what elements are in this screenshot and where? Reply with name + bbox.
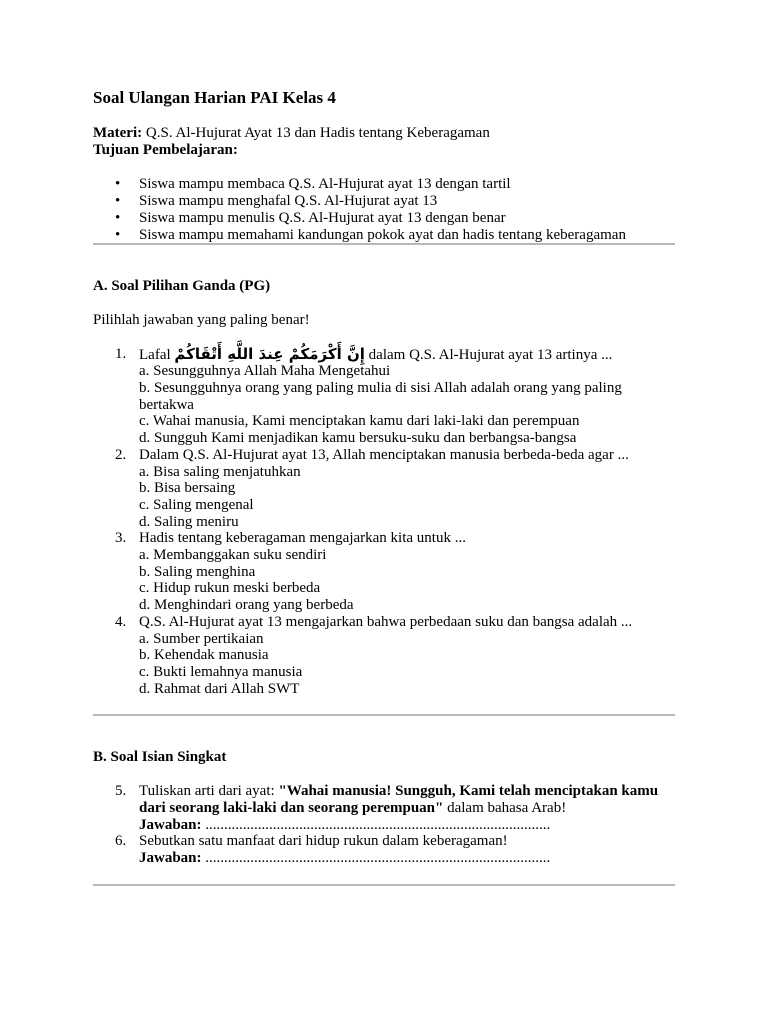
- answer-option: c. Bukti lemahnya manusia: [139, 663, 303, 680]
- question-item: [115, 613, 675, 698]
- answer-option: d. Sungguh Kami menjadikan kamu bersuku-suku dan berbangsa-bangsa: [139, 430, 577, 447]
- list-item: • Siswa mampu memahami kandungan pokok ayat dan hadis tentang keberagaman: [139, 227, 675, 244]
- question-text: Lafal إِنَّ أَكْرَمَكُمْ عِندَ اللَّهِ أَتْقَاكُمْ dalam Q.S. Al-Hujurat ayat 13 artinya ...: [139, 344, 613, 363]
- answer-option: c. Wahai manusia, Kami menciptakan kamu dari laki-laki dan perempuan: [139, 413, 580, 430]
- answer-options: [139, 631, 675, 698]
- question-text: Dalam Q.S. Al-Hujurat ayat 13, Allah menciptakan manusia berbeda-beda agar ...: [139, 446, 629, 463]
- question-number: 4.: [115, 613, 127, 630]
- answer-option: c. Hidup rukun meski berbeda: [139, 580, 321, 597]
- answer-option: d. Saling meniru: [139, 513, 239, 530]
- question-number: 1.: [115, 345, 127, 362]
- question-number: 2.: [115, 446, 127, 463]
- question-text: Hadis tentang keberagaman mengajarkan kita untuk ...: [139, 530, 466, 547]
- question-item: [115, 530, 675, 614]
- tujuan-label: Tujuan Pembelajaran:: [93, 141, 238, 158]
- quoted-verse-meaning: "Wahai manusia! Sungguh, Kami telah menciptakan kamu dari seorang laki-laki dan seorang perempuan": [139, 783, 659, 816]
- arabic-verse: إِنَّ أَكْرَمَكُمْ عِندَ اللَّهِ أَتْقَاكُمْ: [174, 344, 365, 363]
- question-item: [115, 344, 675, 447]
- question-item: [115, 446, 675, 531]
- answer-label: Jawaban:: [139, 849, 202, 866]
- list-item: • Siswa mampu menghafal Q.S. Al-Hujurat ayat 13: [139, 193, 675, 210]
- answer-option: d. Menghindari orang yang berbeda: [139, 597, 354, 614]
- short-answer-list: [93, 783, 675, 867]
- answer-option: b. Saling menghina: [139, 563, 256, 580]
- answer-option: b. Bisa bersaing: [139, 480, 236, 497]
- answer-option: a. Bisa saling menjatuhkan: [139, 463, 301, 480]
- question-number: 3.: [115, 530, 127, 547]
- section-a-instruction: Pilihlah jawaban yang paling benar!: [93, 311, 310, 328]
- answer-option: d. Rahmat dari Allah SWT: [139, 680, 300, 697]
- multiple-choice-list: [93, 346, 675, 698]
- answer-options: [139, 464, 675, 531]
- materi-line: [93, 125, 675, 142]
- section-b-title: B. Soal Isian Singkat: [93, 749, 227, 766]
- section-divider: [93, 714, 675, 716]
- answer-line: [139, 817, 675, 834]
- answer-option: b. Sesungguhnya orang yang paling mulia di sisi Allah adalah orang yang paling bertakwa: [139, 380, 622, 413]
- answer-blank: ............................................................................................: [205, 816, 551, 833]
- answer-option: b. Kehendak manusia: [139, 647, 269, 664]
- question-text: Tuliskan arti dari ayat: "Wahai manusia! Sungguh, Kami telah menciptakan kamu dari seorang laki-laki dan seorang perempuan" dalam bahasa Arab!: [139, 783, 659, 816]
- materi-value: Q.S. Al-Hujurat Ayat 13 dan Hadis tentang Keberagaman: [145, 125, 490, 141]
- answer-option: a. Membanggakan suku sendiri: [139, 547, 327, 564]
- section-divider: [93, 243, 675, 245]
- question-item: [115, 783, 675, 833]
- materi-label: Materi:: [93, 125, 143, 141]
- answer-label: Jawaban:: [139, 816, 202, 833]
- section-a-title: A. Soal Pilihan Ganda (PG): [93, 278, 271, 295]
- list-item: • Siswa mampu menulis Q.S. Al-Hujurat ayat 13 dengan benar: [139, 210, 675, 227]
- answer-option: a. Sesungguhnya Allah Maha Mengetahui: [139, 363, 391, 380]
- page-title: Soal Ulangan Harian PAI Kelas 4: [93, 88, 336, 107]
- section-divider: [93, 884, 675, 886]
- list-item: • Siswa mampu membaca Q.S. Al-Hujurat ayat 13 dengan tartil: [139, 176, 675, 193]
- answer-line: [139, 850, 675, 867]
- answer-blank: ............................................................................................: [205, 849, 551, 866]
- goals-list: [93, 176, 675, 243]
- question-number: 6.: [115, 833, 127, 850]
- answer-option: a. Sumber pertikaian: [139, 630, 264, 647]
- document-content: [93, 87, 675, 886]
- question-text: Sebutkan satu manfaat dari hidup rukun dalam keberagaman!: [139, 833, 508, 850]
- question-item: [115, 833, 675, 866]
- answer-option: c. Saling mengenal: [139, 496, 254, 513]
- question-text: Q.S. Al-Hujurat ayat 13 mengajarkan bahwa perbedaan suku dan bangsa adalah ...: [139, 613, 633, 630]
- document-meta: [93, 125, 675, 158]
- question-number: 5.: [115, 783, 127, 800]
- answer-options: [139, 547, 675, 614]
- answer-options: [139, 363, 675, 447]
